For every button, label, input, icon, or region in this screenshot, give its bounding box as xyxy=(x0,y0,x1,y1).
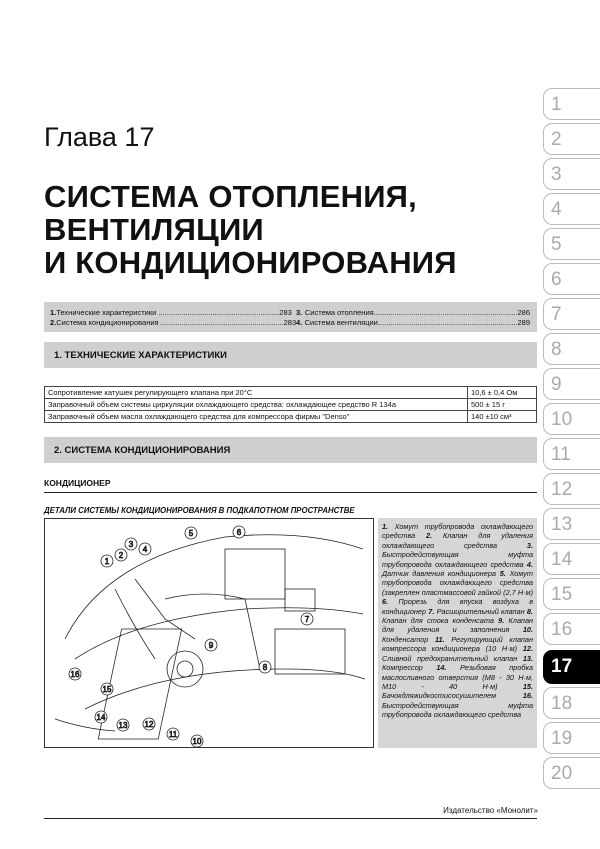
toc-num: 3. xyxy=(296,308,303,317)
toc-num: 4. xyxy=(296,318,303,327)
svg-text:8: 8 xyxy=(262,663,268,672)
title-line: СИСТЕМА ОТОПЛЕНИЯ, xyxy=(44,179,417,214)
chapter-tab-7[interactable]: 7 xyxy=(543,298,600,330)
chapter-tab-4[interactable]: 4 xyxy=(543,193,600,225)
callout-6 xyxy=(233,526,245,538)
table-of-contents xyxy=(44,302,537,332)
chapter-label: Глава 17 xyxy=(44,122,155,152)
table-row xyxy=(45,399,537,411)
chapter-tab-16[interactable]: 16 xyxy=(543,613,600,645)
callout-16 xyxy=(69,668,81,680)
svg-text:12: 12 xyxy=(144,720,154,729)
chapter-tab-13[interactable]: 13 xyxy=(543,508,600,540)
toc-page: 283 xyxy=(279,308,292,317)
callout-11 xyxy=(167,728,179,740)
callout-15 xyxy=(101,683,113,695)
toc-page: 286 xyxy=(517,308,530,317)
front-edge xyxy=(85,669,365,709)
svg-text:1: 1 xyxy=(104,557,110,566)
spec-value: 500 ± 15 г xyxy=(468,399,537,411)
table-row xyxy=(45,387,537,399)
toc-label: Система вентиляции................................................................... xyxy=(304,318,518,327)
callout-3 xyxy=(125,538,137,550)
section-header-specs xyxy=(44,342,537,368)
fender-line xyxy=(75,608,363,659)
callout-10 xyxy=(191,735,203,747)
toc-page: 289 xyxy=(517,318,530,327)
callout-4 xyxy=(139,543,151,555)
chapter-tab-10[interactable]: 10 xyxy=(543,403,600,435)
refrigerant-pipe xyxy=(165,594,260,669)
refrigerant-pipe xyxy=(115,589,155,659)
svg-text:7: 7 xyxy=(304,615,310,624)
spec-label: Заправочный объем системы циркуляции охлаждающего средства: охлаждающее средство R 134a xyxy=(45,399,468,411)
footer-divider xyxy=(44,818,537,819)
engine-bay-drawing xyxy=(45,519,373,747)
chapter-tab-12[interactable]: 12 xyxy=(543,473,600,505)
chapter-tab-18[interactable]: 18 xyxy=(543,687,600,719)
chapter-tab-17-active[interactable]: 17 xyxy=(543,650,600,684)
title-line: И КОНДИЦИОНИРОВАНИЯ xyxy=(44,245,457,280)
svg-text:11: 11 xyxy=(168,730,178,739)
chapter-tab-15[interactable]: 15 xyxy=(543,578,600,610)
svg-text:16: 16 xyxy=(70,670,80,679)
spec-value: 140 ±10 см³ xyxy=(468,411,537,423)
compressor xyxy=(167,651,203,687)
title-line: ВЕНТИЛЯЦИИ xyxy=(44,212,264,247)
toc-page: 283 xyxy=(283,318,297,327)
spec-value: 10,6 ± 0,4 Ом xyxy=(468,387,537,399)
chapter-tab-19[interactable]: 19 xyxy=(543,722,600,754)
callout-1 xyxy=(101,555,113,567)
section-header-ac xyxy=(44,437,537,463)
svg-text:4: 4 xyxy=(142,545,148,554)
chapter-tab-20[interactable]: 20 xyxy=(543,757,600,789)
svg-text:3: 3 xyxy=(128,540,134,549)
svg-text:6: 6 xyxy=(236,528,242,537)
chapter-tab-8[interactable]: 8 xyxy=(543,333,600,365)
svg-text:10: 10 xyxy=(192,737,202,746)
specs-table xyxy=(44,386,537,423)
callout-8 xyxy=(259,661,271,673)
chapter-tab-5[interactable]: 5 xyxy=(543,228,600,260)
callout-13 xyxy=(117,719,129,731)
spec-label: Сопротивление катушек регулирующего клапана при 20°С xyxy=(45,387,468,399)
svg-text:2: 2 xyxy=(118,551,124,560)
toc-label: Технические характеристики .......................................................... xyxy=(56,308,280,317)
svg-text:14: 14 xyxy=(96,713,106,722)
chapter-tab-1[interactable]: 1 xyxy=(543,88,600,120)
engine-bay-diagram xyxy=(44,518,374,748)
toc-item[interactable] xyxy=(296,308,530,318)
chapter-tab-9[interactable]: 9 xyxy=(543,368,600,400)
toc-num: 2. xyxy=(50,318,57,327)
airbox xyxy=(225,549,285,599)
callout-7 xyxy=(301,613,313,625)
chapter-tab-3[interactable]: 3 xyxy=(543,158,600,190)
svg-text:15: 15 xyxy=(102,685,112,694)
toc-label: Система кондиционирования ........................................................... xyxy=(56,318,284,327)
section-title: 2. СИСТЕМА КОНДИЦИОНИРОВАНИЯ xyxy=(54,445,231,456)
callout-12 xyxy=(143,718,155,730)
toc-item[interactable] xyxy=(50,318,297,328)
toc-num: 1. xyxy=(50,308,57,317)
diagram-legend: 1. Хомут трубопровода охлаждающего средства 2. Клапан для удаления охлаждающего средства 3. Быстродействующая муфта трубопровода охлаждающего средства 4. Датчик давления кондиционера 5. Хомут трубопровода охлаждающего средства (закреплен пластмассовой гайкой (2,7 Н·м) 6. Прорезь для впуска воздуха в кондиционер 7. Расширительный клапан 8. Клапан для стока конденсата 9. Клапан для удаления и заполнения 10. Конденсатор 11. Регулирующий клапан компрессора кондиционера (10 Н·м) 12. Сливной предохранительный клапан 13. Компрессор 14. Резьбовая пробка маслосливного отверстия (М8 - 30 Н·м, М10 - 40 Н·м) 15. Бачокдляжидкостисосушителем 16. Быстродействующая муфта трубопровода охлаждающего средства xyxy=(378,518,537,748)
publisher: Издательство «Монолит» xyxy=(443,806,538,815)
svg-text:5: 5 xyxy=(188,529,194,538)
toc-item[interactable] xyxy=(296,318,530,328)
callout-14 xyxy=(95,711,107,723)
hood-line xyxy=(65,535,363,639)
callout-9 xyxy=(205,639,217,651)
page-title xyxy=(44,180,457,279)
chapter-tab-14[interactable]: 14 xyxy=(543,543,600,575)
diagram-title: ДЕТАЛИ СИСТЕМЫ КОНДИЦИОНИРОВАНИЯ В ПОДКАПОТНОМ ПРОСТРАНСТВЕ xyxy=(44,506,355,515)
svg-text:9: 9 xyxy=(208,641,214,650)
toc-label: Система отопления..................................................................... xyxy=(304,308,518,317)
chapter-tab-6[interactable]: 6 xyxy=(543,263,600,295)
toc-item[interactable] xyxy=(50,308,292,318)
battery xyxy=(275,629,345,674)
callout-5 xyxy=(185,527,197,539)
svg-text:13: 13 xyxy=(118,721,128,730)
divider xyxy=(44,492,537,493)
subheading: КОНДИЦИОНЕР xyxy=(44,478,111,488)
callout-2 xyxy=(115,549,127,561)
table-row xyxy=(45,411,537,423)
compressor-pulley xyxy=(177,661,193,677)
refrigerant-pipe xyxy=(135,579,195,639)
spec-label: Заправочный объем масла охлаждающего средства для компрессора фирмы "Denso" xyxy=(45,411,468,423)
chapter-tab-2[interactable]: 2 xyxy=(543,123,600,155)
chapter-tab-11[interactable]: 11 xyxy=(543,438,600,470)
section-title: 1. ТЕХНИЧЕСКИЕ ХАРАКТЕРИСТИКИ xyxy=(54,350,227,361)
